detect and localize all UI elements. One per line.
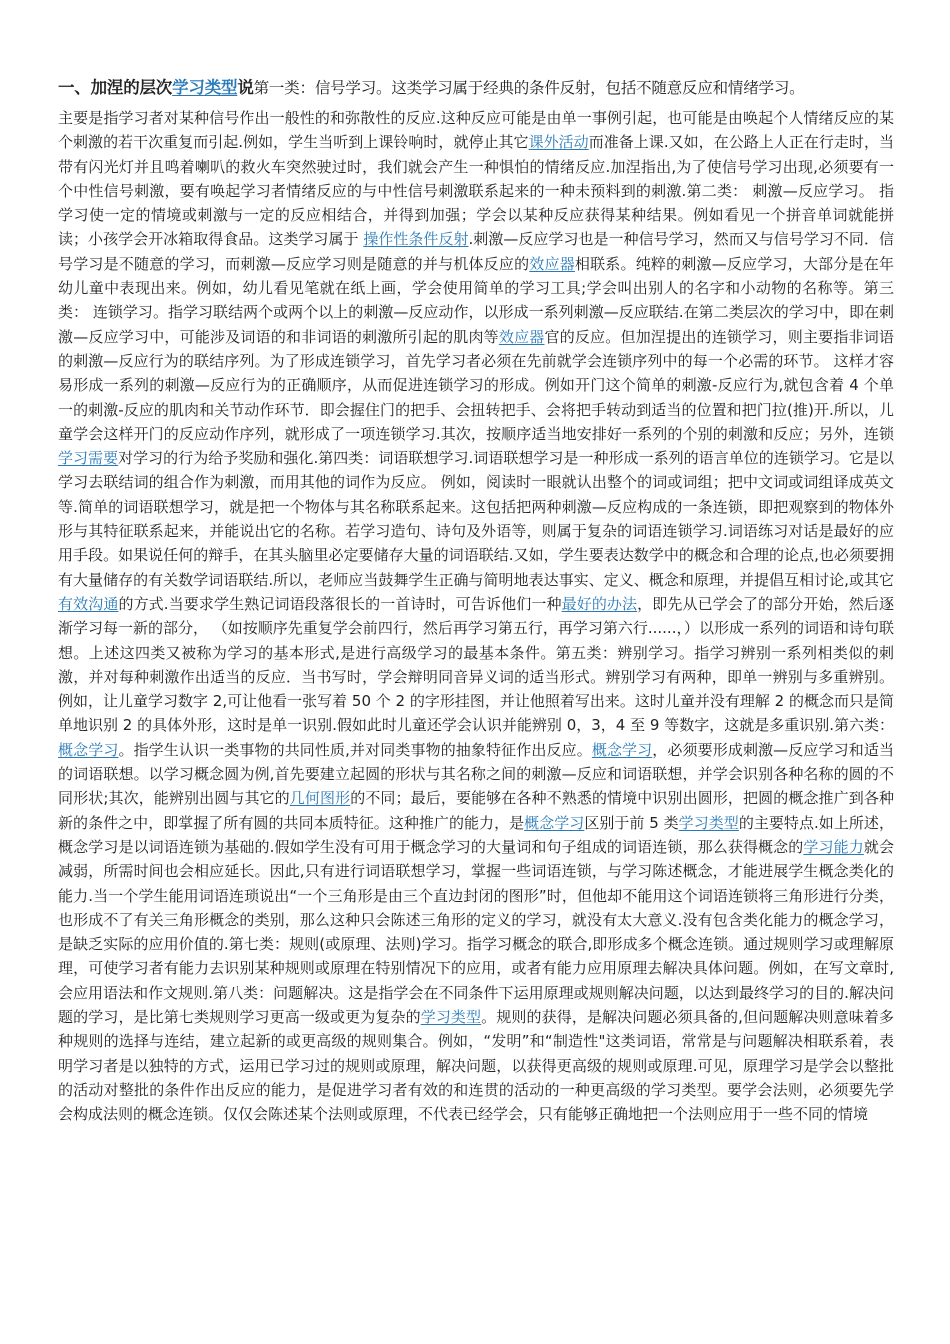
body-text-run: ，必须要形成刺激—反应学习和适当的词语联想。以学习概念圆为例,首先要建立起圆的形状与其名称之间的刺激—反应和词语联想，并学会识别各种名称的圆的不同形状;其次，能辨别出圆与其它的 <box>58 740 894 808</box>
heading-bold-suffix: 说 <box>237 78 254 97</box>
inline-link[interactable]: 概念学习 <box>591 740 653 759</box>
heading-bold-text: 一、加涅的层次 <box>58 78 173 97</box>
inline-link[interactable]: 概念学习 <box>58 740 119 759</box>
body-text-run: 而准备上课.又如，在公路上人正在行走时，当带有闪光灯并且鸣着喇叭的救火车突然驶过时，我们就会产生一种惧怕的情绪反应.加涅指出,为了使信号学习出现,必须要有一个中性信号刺激，要有唤起学习者情绪反应的与中性信号刺激联系起来的一种未预料到的刺激.第二类： 刺激—反应学习。 指学习使一定的情境或刺激与一定的反应相结合，并得到加强；学会以某种反应获得某种结果。例如看见一个拼音单词就能拼读；小孩学会开冰箱取得食品。这类学习属于 <box>58 133 894 249</box>
body-text-run: 就会减弱，所需时间也会相应延长。因此,只有进行词语联想学习，掌握一些词语连锁，与学习陈述概念，才能进展学生概念类化的能力.当一个学生能用词语连琐说出“一个三角形是由三个直边封闭的图形”时，但他却不能用这个词语连锁将三角形进行分类，也形成不了有关三角形概念的类别，那么这种只会陈述三角形的定义的学习，就没有太大意义.没有包含类化能力的概念学习，是缺乏实际的应用价值的.第七类：规则(或原理、法则)学习。指学习概念的联合,即形成多个概念连锁。通过规则学习或理解原理，可使学习者有能力去识别某种规则或原理在特别情况下的应用，或者有能力应用原理去解决具体问题。例如，在写文章时,会应用语法和作文规则.第八类：问题解决。这是指学会在不同条件下运用原理或规则解决问题，以达到最终学习的目的.解决问题的学习，是比第七类规则学习更高一级或更为复杂的 <box>58 837 894 1026</box>
inline-link[interactable]: 有效沟通 <box>58 594 119 613</box>
inline-link[interactable]: 学习需要 <box>58 449 119 468</box>
body-text-run: 的方式.当要求学生熟记词语段落很长的一首诗时，可告诉他们一种 <box>118 594 562 613</box>
body-text-run: 官的反应。但加涅提出的连锁学习，则主要指非词语的刺激—反应行为的联结序列。为了形成连锁学习，首先学习者必须在先前就学会连锁序列中的每一个必需的环节。 这样才容易形成一系列的刺激—反应行为的正确顺序，从而促进连锁学习的形成。例如开门这个简单的刺激-反应行为,就包含着 4 个单一的刺激-反应的肌肉和关节动作环节．即会握住门的把手、会扭转把手、会将把手转动到适当的位置和把门拉(推)开.所以，儿童学会这样开门的反应动作序列，就形成了一项连锁学习.其次，按顺序适当地安排好一系列的个别的刺激和反应；另外，连锁 <box>58 327 894 443</box>
body-text-run: 对学习的行为给予奖励和强化.第四类：词语联想学习.词语联想学习是一种形成一系列的语言单位的连锁学习。它是以学习去联结词的组合作为刺激，而用其他的词作为反应。 例如，阅读时一眼就认出整个的词或词组；把中文词或词组译成英文等.简单的词语联想学习，就是把一个物体与其名称联系起来。这包括把两种刺激—反应构成的一条连锁，即把观察到的物体外形与其特征联系起来，并能说出它的名称。若学习造句、诗句及外语等，则属于复杂的词语连锁学习.词语练习对话是最好的应用手段。如果说任何的辩手，在其头脑里必定要储存大量的词语联结.又如，学生要表达数学中的概念和合理的论点,也必须要拥有大量储存的有关数学词语联结.所以，老师应当鼓舞学生正确与简明地表达事实、定义、概念和原理，并提倡互相讨论,或其它 <box>58 449 894 589</box>
inline-link[interactable]: 课外活动 <box>528 133 589 152</box>
heading-link-learning-types[interactable]: 学习类型 <box>172 78 238 97</box>
body-text-run: 区别于前 5 类 <box>584 813 679 832</box>
inline-link[interactable]: 学习类型 <box>678 813 739 832</box>
inline-link[interactable]: 效应器 <box>529 254 575 273</box>
inline-link[interactable]: 概念学习 <box>524 813 585 832</box>
document-page <box>58 74 894 1126</box>
heading-rest-text: 第一类：信号学习。这类学习属于经典的条件反射，包括不随意反应和情绪学习。 <box>253 79 805 97</box>
body-paragraph <box>58 106 894 1126</box>
inline-link[interactable]: 学习类型 <box>420 1007 482 1026</box>
body-text-run: ，即先从已学会了的部分开始，然后逐渐学习每一新的部分， （如按顺序先重复学会前四行，然后再学习第五行，再学习第六行......，）以形成一系列的词语和诗句联想。上述这四类又被称为学习的基本形式,是进行高级学习的最基本条件。第五类：辨别学习。指学习辨别一系列相类似的刺激，并对每种刺激作出适当的反应．当书写时，学会辩明同音异义词的适当形式。辨别学习有两种，即单一辨别与多重辨别。例如，让儿童学习数字 2,可让他看一张写着 50 个 2 的字形挂图，并让他照着写出来。这时儿童并没有理解 2 的概念而只是简单地识别 2 的具体外形，这时是单一识别.假如此时儿童还学会认识并能辨别 0，3，4 至 9 等数字，这就是多重识别.第六类： <box>58 594 894 735</box>
inline-link[interactable]: 效应器 <box>498 327 545 346</box>
inline-link[interactable]: 最好的办法 <box>561 594 638 613</box>
inline-link[interactable]: 学习能力 <box>803 837 864 856</box>
inline-link[interactable]: 操作性条件反射 <box>363 230 469 249</box>
body-text-run: 主要是指学习者对某种信号作出一般性的和弥散性的反应.这种反应可能是由单一事例引起，也可能是由唤起个人情绪反应的某个刺激的若干次重复而引起.例如，学生当听到上课铃响时，就停止其它 <box>58 109 894 152</box>
body-text-run: .刺激—反应学习也是一种信号学习，然而又与信号学习不同．信号学习是不随意的学习，而刺激—反应学习则是随意的并与机体反应的 <box>58 230 894 273</box>
inline-link[interactable]: 几何图形 <box>289 789 351 808</box>
body-text-run: 的主要特点.如上所述，概念学习是以词语连锁为基础的.假如学生没有可用于概念学习的大量词和句子组成的词语连锁，那么获得概念的 <box>58 813 894 856</box>
section-heading <box>58 74 894 102</box>
body-text-run: 。规则的获得，是解决问题必须具备的,但问题解决则意味着多种规则的选择与连结，建立起新的或更高级的规则集合。例如，“发明”和“制造性"这类词语，常常是与问题解决相联系着，表明学习者是以独特的方式，运用已学习过的规则或原理，解决问题，以获得更高级的规则或原理.可见，原理学习是学会以整批的活动对整批的条件作出反应的能力，是促进学习者有效的和连贯的活动的一种更高级的学习类型。要学会法则，必须要先学会构成法则的概念连锁。仅仅会陈述某个法则或原理，不代表已经学会，只有能够正确地把一个法则应用于一些不同的情境 <box>58 1007 894 1124</box>
body-text-run: 。指学生认识一类事物的共同性质,并对同类事物的抽象特征作出反应。 <box>118 740 592 759</box>
body-text-run: 相联系。纯粹的刺激—反应学习，大部分是在年幼儿童中表现出来。例如，幼儿看见笔就在纸上画，学会使用简单的学习工具;学会叫出别人的名字和小动物的名称等。第三类： 连锁学习。指学习联结两个或两个以上的刺激—反应动作，以形成一系列刺激—反应联结.在第二类层次的学习中，即在刺激—反应学习中，可能涉及词语的和非词语的刺激所引起的肌肉等 <box>58 254 894 346</box>
body-text-run: 的不同；最后，要能够在各种不熟悉的情境中识别出圆形，把圆的概念推广到各种新的条件之中，即掌握了所有圆的共同本质特征。这种推广的能力，是 <box>58 789 894 832</box>
